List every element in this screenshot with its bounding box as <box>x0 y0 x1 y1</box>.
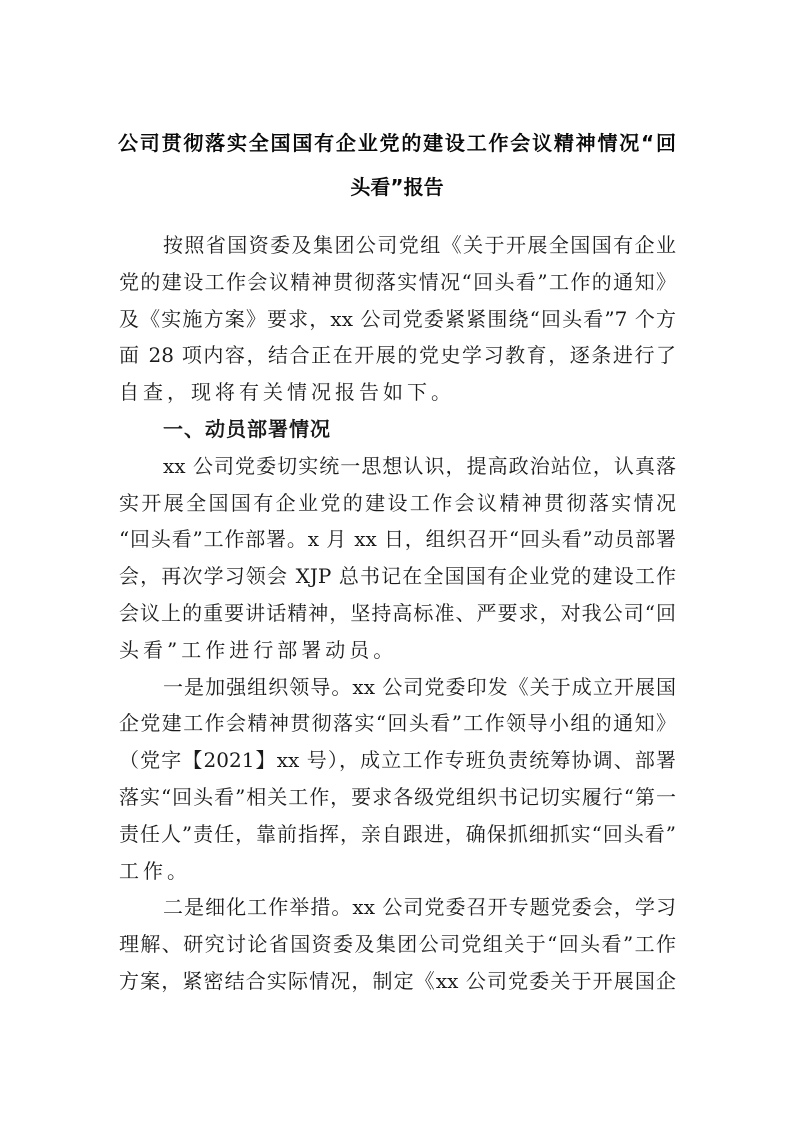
text-line: 党的建设工作会议精神贯彻落实情况“回头看”工作的通知》 <box>119 269 676 294</box>
text-line: 按照省国资委及集团公司党组《关于开展全国国有企业 <box>163 233 676 257</box>
document-body <box>119 227 676 1000</box>
paragraph-intro <box>119 227 676 411</box>
text-line: （党字【2021】xx 号），成立工作专班负责统筹协调、部署 <box>119 748 676 773</box>
text-line: 落实“回头看”相关工作，要求各级党组织书记切实履行“第一 <box>119 784 676 809</box>
paragraph-mobilization <box>119 448 676 669</box>
text-line: 一是加强组织领导。xx 公司党委印发《关于成立开展国 <box>163 674 676 699</box>
title-line-1: 公司贯彻落实全国国有企业党的建设工作会议精神情况“回 <box>118 131 676 155</box>
text-line: xx 公司党委切实统一思想认识，提高政治站位，认真落 <box>163 453 676 478</box>
text-line: 企党建工作会精神贯彻落实“回头看”工作领导小组的通知》 <box>119 711 676 736</box>
document-title <box>118 121 676 209</box>
text-line: 会，再次学习领会 XJP 总书记在全国国有企业党的建设工作 <box>119 564 676 589</box>
text-line: 及《实施方案》要求，xx 公司党委紧紧围绕“回头看”7 个方 <box>119 306 676 331</box>
text-line: 二是细化工作举措。xx 公司党委召开专题党委会，学习 <box>163 895 676 920</box>
text-line: 头看”工作进行部署动员。 <box>119 637 398 662</box>
text-line: 理解、研究讨论省国资委及集团公司党组关于“回头看”工作 <box>119 932 676 957</box>
text-line: 自查，现将有关情况报告如下。 <box>119 380 455 405</box>
text-line: 实开展全国国有企业党的建设工作会议精神贯彻落实情况 <box>119 490 676 515</box>
title-line-2: 头看”报告 <box>350 175 444 199</box>
paragraph-leadership <box>119 669 676 890</box>
text-line: 责任人”责任，靠前指挥，亲自跟进，确保抓细抓实“回头看” <box>119 821 676 846</box>
section-heading-text: 一、动员部署情况 <box>163 416 331 441</box>
section-heading <box>119 411 676 448</box>
text-line: 方案，紧密结合实际情况，制定《xx 公司党委关于开展国企 <box>119 968 676 993</box>
text-line: 会议上的重要讲话精神，坚持高标准、严要求，对我公司“回 <box>119 600 676 625</box>
text-line: 面 28 项内容，结合正在开展的党史学习教育，逐条进行了 <box>119 343 676 368</box>
text-line: “回头看”工作部署。x 月 xx 日，组织召开“回头看”动员部署 <box>119 527 676 552</box>
paragraph-measures <box>119 889 676 999</box>
text-line: 工作。 <box>119 858 191 883</box>
